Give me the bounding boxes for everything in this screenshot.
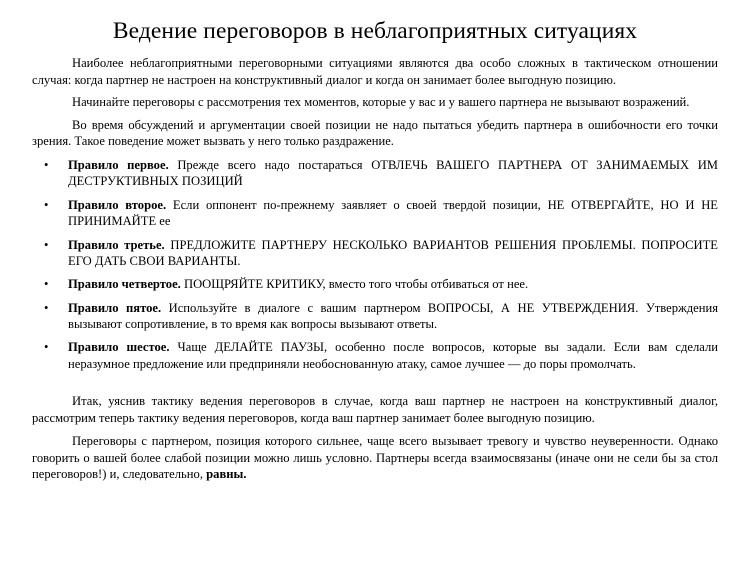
rule-lead: Правило третье. [68, 237, 165, 252]
section-spacer [32, 379, 718, 393]
intro-paragraph-2: Начинайте переговоры с рассмотрения тех моментов, которые у вас и у вашего партнера не вызывают возражений. [72, 95, 690, 110]
list-item [32, 276, 718, 292]
rule-lead: Правило шестое. [68, 340, 170, 355]
list-item [32, 157, 718, 190]
rule-text: ПРЕДЛОЖИТЕ ПАРТНЕРУ НЕСКОЛЬКО ВАРИАНТОВ РЕШЕНИЯ ПРОБЛЕМЫ. ПОПРОСИТЕ ЕГО ДАТЬ СВОИ ВАРИАНТЫ. [68, 237, 719, 268]
rule-text: Прежде всего надо постараться ОТВЛЕЧЬ ВАШЕГО ПАРТНЕРА ОТ ЗАНИМАЕМЫХ ИМ ДЕСТРУКТИВНЫХ ПОЗИЦИЙ [68, 158, 719, 189]
list-item [32, 237, 718, 270]
list-item [32, 300, 718, 333]
bullet-icon: • [44, 300, 49, 315]
bullet-icon: • [44, 158, 49, 173]
rule-lead: Правило пятое. [68, 300, 162, 315]
bullet-icon: • [44, 237, 49, 252]
rule-text: Используйте в диалоге с вашим партнером ВОПРОСЫ, А НЕ УТВЕРЖДЕНИЯ. Утверждения вызывают сопротивление, в то время как вопросы вызывают ответы. [68, 300, 718, 331]
closing-section [32, 393, 718, 483]
list-item [32, 339, 718, 372]
rule-lead: Правило второе. [68, 197, 167, 212]
document-body [32, 55, 718, 483]
rule-lead: Правило первое. [68, 158, 169, 173]
rule-lead: Правило четвертое. [68, 277, 181, 292]
intro-paragraph-1: Наиболее неблагоприятными переговорными ситуациями являются два особо сложных в тактическом отношении случая: когда партнер не настроен на конструктивный диалог и когда он занимает более выгодную позицию. [32, 56, 718, 87]
rule-text: Чаще ДЕЛАЙТЕ ПАУЗЫ, особенно после вопросов, которые вы задали. Если вам сделали неразумное предложение или предприняли необоснованную атаку, самое лучшее — до поры промолчать. [68, 340, 718, 371]
bullet-icon: • [44, 340, 49, 355]
final-paragraph [32, 433, 718, 483]
bullet-icon: • [44, 197, 49, 212]
final-paragraph-emphasis: равны. [206, 467, 247, 482]
bullet-icon: • [44, 277, 49, 292]
list-item [32, 197, 718, 230]
intro-paragraph-3: Во время обсуждений и аргументации своей позиции не надо пытаться убедить партнера в ошибочности его точки зрения. Такое поведение может вызвать у него только раздражение. [32, 117, 718, 149]
page-title: Ведение переговоров в неблагоприятных ситуациях [112, 18, 638, 44]
final-paragraph-body: Переговоры с партнером, позиция которого сильнее, чаще всего вызывает тревогу и чувство неуверенности. Однако говорить о вашей более слабой позиции можно лишь условно. Партнеры всегда взаимосвязаны (иначе они не сели бы за стол переговоров!) и, следовательно, [32, 434, 718, 482]
rule-text: ПООЩРЯЙТЕ КРИТИКУ, вместо того чтобы отбиваться от нее. [180, 277, 529, 292]
rules-list [32, 157, 718, 372]
closing-paragraph-1: Итак, уяснив тактику ведения переговоров в случае, когда ваш партнер не настроен на конструктивный диалог, рассмотрим теперь тактику ведения переговоров, когда ваш партнер занимает более выгодную позицию. [32, 394, 718, 425]
rule-text: Если оппонент по-прежнему заявляет о своей твердой позиции, НЕ ОТВЕРГАЙТЕ, НО И НЕ ПРИНИМАЙТЕ ее [68, 197, 718, 229]
